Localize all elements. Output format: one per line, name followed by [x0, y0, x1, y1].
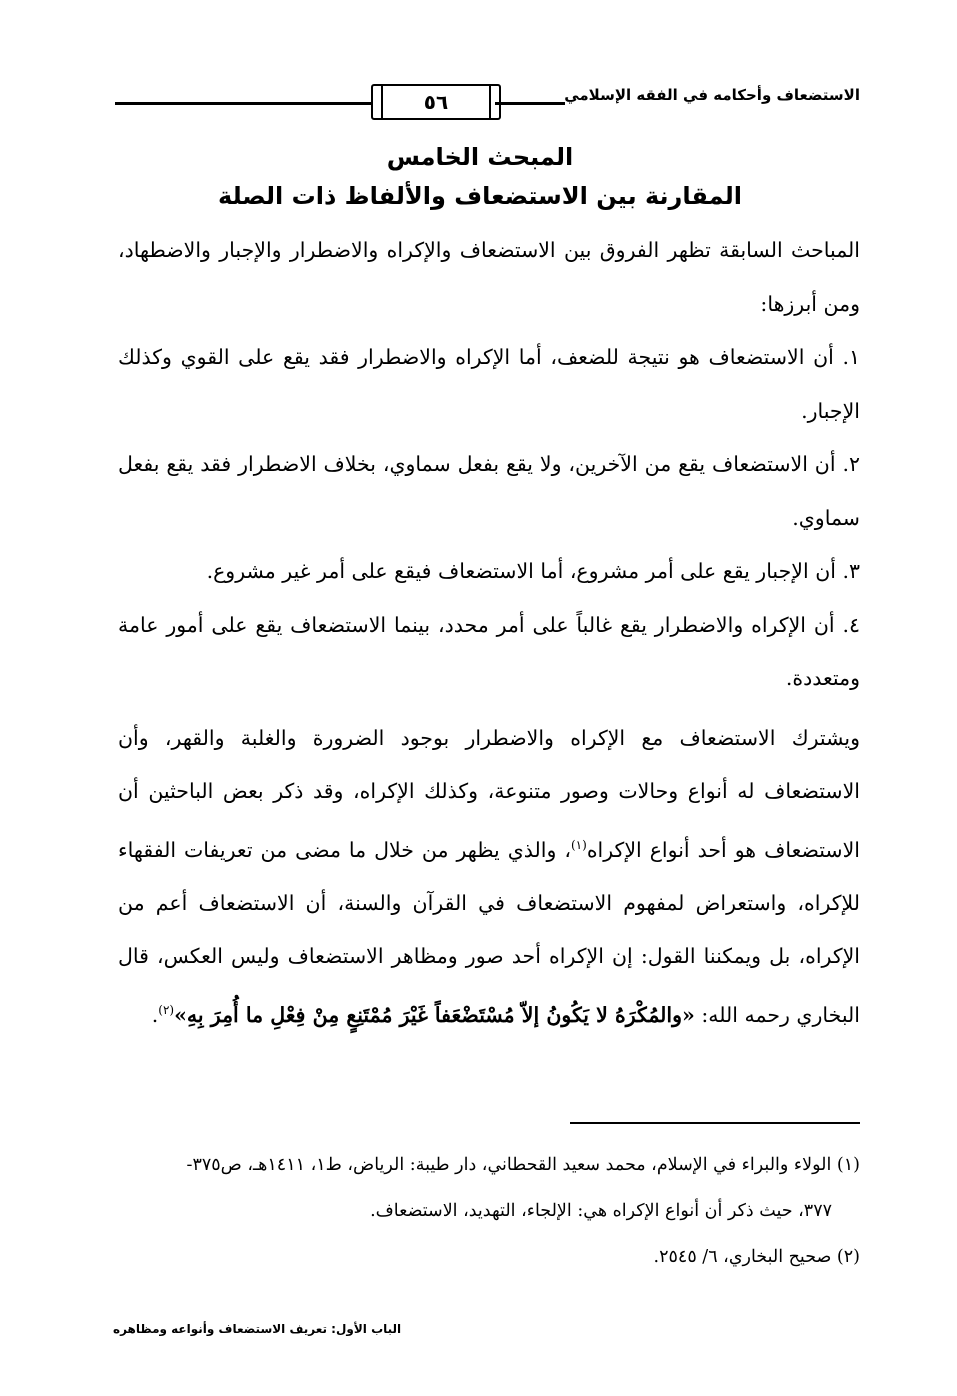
footnote-2: (٢) صحيح البخاري، ٦/ ٢٥٤٥. — [653, 1247, 860, 1267]
list-item-3: ٣. أن الإجبار يقع على أمر مشروع، أما الاستضعاف فيقع على أمر غير مشروع. — [206, 559, 860, 583]
footnote-ref-1: (١) — [570, 837, 587, 852]
book-title: الاستضعاف وأحكامه في الفقه الإسلامي — [564, 86, 860, 104]
section-title: المبحث الخامس — [386, 143, 574, 171]
header-rule-right — [495, 102, 565, 105]
intro-paragraph: المباحث السابقة تظهر الفروق بين الاستضعاف والإكراه والاضطرار والإجبار والاضطهاد، ومن أبرزها: — [118, 238, 860, 316]
paragraph-end: . — [151, 1002, 159, 1027]
body-text — [118, 224, 860, 1042]
footnote-ref-2: (٢) — [158, 1002, 175, 1017]
list-item-4: ٤. أن الإكراه والاضطرار يقع غالباً على أمر محدد، بينما الاستضعاف يقع على أمور عامة ومتعددة. — [118, 612, 860, 690]
list-item-2: ٢. أن الاستضعاف يقع من الآخرين، ولا يقع بفعل سماوي، بخلاف الاضطرار فقد يقع بفعل سماوي. — [118, 452, 860, 530]
footnote-1-line2: ٣٧٧، حيث ذكر أن أنواع الإكراه هي: الإلجاء، التهديد، الاستضعاف. — [370, 1201, 832, 1221]
footnote-separator — [570, 1122, 860, 1124]
footnote-1-line1: (١) الولاء والبراء في الإسلام، محمد سعيد القحطاني، دار طيبة: الرياض، ط١، ١٤١١هـ، ص٣٧٥- — [186, 1155, 860, 1175]
comparison-paragraph — [118, 712, 860, 1043]
header-rule-left — [115, 102, 377, 105]
section-subtitle: المقارنة بين الاستضعاف والألفاظ ذات الصلة — [218, 182, 742, 210]
paragraph-text-part2: ، والذي يظهر من خلال ما مضى من تعريفات الفقهاء للإكراه، واستعراض لمفهوم الاستضعاف في القرآن والسنة، أن الاستضعاف أعم من الإكراه، بل ويمكننا القول: إن الإكراه أحد صور ومظاهر الاستضعاف وليس العكس، قال البخاري رحمه الله: — [118, 837, 860, 1027]
running-footer: الباب الأول: تعريف الاستضعاف وأنواعه ومظاهره — [113, 1322, 402, 1336]
page-number: ٥٦ — [377, 84, 495, 120]
paragraph-text-part1: ويشترك الاستضعاف مع الإكراه والاضطرار بوجود الضرورة والغلبة والقهر، وأن الاستضعاف له أنواع وحالات وصور متنوعة، وكذلك الإكراه، وقد ذكر بعض الباحثين أن الاستضعاف هو أحد أنواع الإكراه — [118, 725, 860, 862]
list-item-1: ١. أن الاستضعاف هو نتيجة للضعف، أما الإكراه والاضطرار فقد يقع على القوي وكذلك الإجبار. — [118, 345, 860, 423]
bukhari-quote: «والمُكْرَهُ لا يَكُونُ إلاّ مُسْتَضْعَفاً غَيْرَ مُمْتَنِعٍ مِنْ فِعْلِ ما أُمِرَ بِهِ» — [174, 1002, 695, 1027]
footnotes — [118, 1142, 860, 1280]
running-header — [115, 80, 860, 120]
